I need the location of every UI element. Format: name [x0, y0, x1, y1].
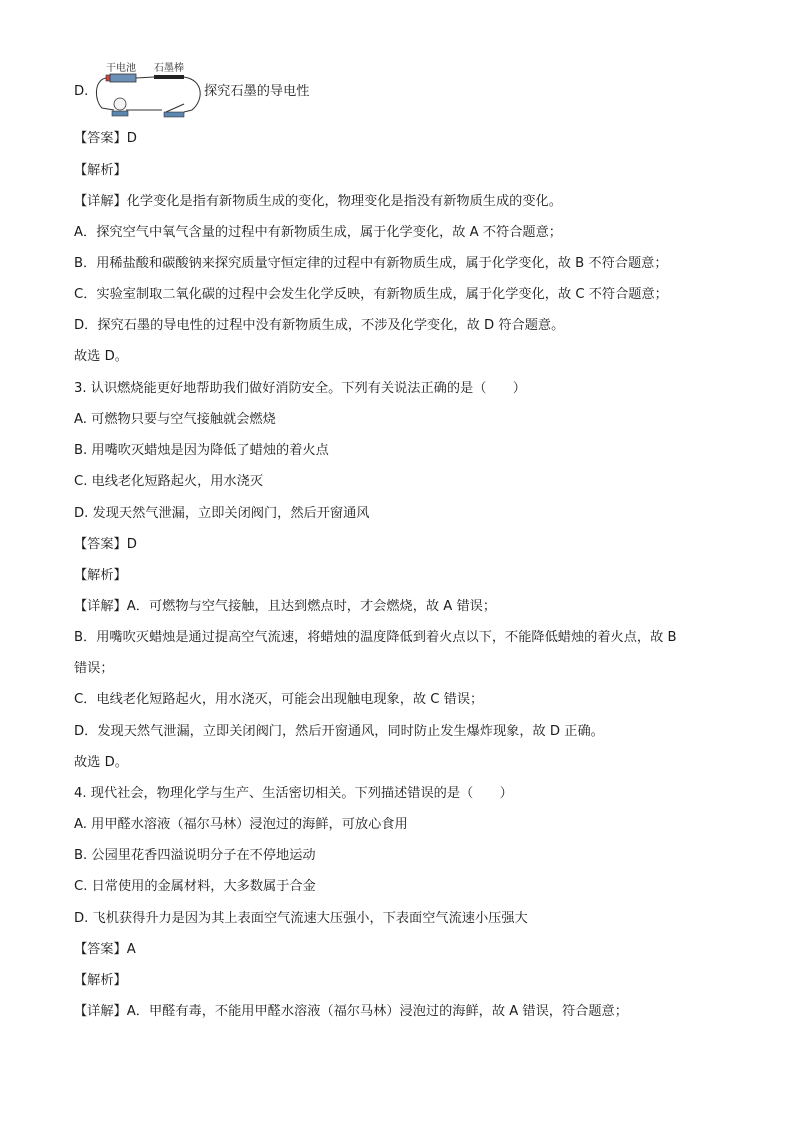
bulb-icon: [112, 98, 128, 116]
q3-option-a: A. 可燃物只要与空气接触就会燃烧: [74, 412, 276, 427]
q2-explain-a: A．探究空气中氧气含量的过程中有新物质生成，属于化学变化，故 A 不符合题意；: [74, 225, 562, 240]
q3-analysis: 【解析】: [74, 568, 127, 583]
q4-option-c: C. 日常使用的金属材料，大多数属于合金: [74, 879, 316, 894]
q4-stem: 4. 现代社会，物理化学与生产、生活密切相关。下列描述错误的是（ ）: [74, 786, 513, 801]
q3-explain-d: D．发现天然气泄漏，立即关闭阀门，然后开窗通风，同时防止发生爆炸现象，故 D 正确。: [74, 724, 604, 739]
q2-conclusion: 故选 D。: [74, 349, 128, 364]
switch-icon: [164, 104, 184, 117]
q3-explain-b-line2: 错误；: [74, 661, 114, 676]
q3-explain-c: C．电线老化短路起火，用水浇灭，可能会出现触电现象，故 C 错误；: [74, 692, 484, 707]
battery-icon: [110, 74, 136, 82]
q3-stem: 3. 认识燃烧能更好地帮助我们做好消防安全。下列有关说法正确的是（ ）: [74, 381, 526, 396]
q3-detail: 【详解】A．可燃物与空气接触，且达到燃点时，才会燃烧，故 A 错误；: [74, 599, 497, 614]
q4-option-d: D. 飞机获得升力是因为其上表面空气流速大压强小，下表面空气流速小压强大: [74, 911, 528, 926]
q4-answer: 【答案】A: [74, 942, 136, 957]
q2-option-d-text: 探究石墨的导电性: [204, 84, 310, 99]
q4-option-a: A. 用甲醛水溶液（福尔马林）浸泡过的海鲜，可放心食用: [74, 817, 408, 832]
q3-option-b: B. 用嘴吹灭蜡烛是因为降低了蜡烛的着火点: [74, 443, 329, 458]
q2-analysis: 【解析】: [74, 163, 127, 178]
q2-explain-d: D．探究石墨的导电性的过程中没有新物质生成，不涉及化学变化，故 D 符合题意。: [74, 318, 565, 333]
graphite-rod-icon: [154, 75, 184, 79]
q3-conclusion: 故选 D。: [74, 755, 128, 770]
q4-analysis: 【解析】: [74, 973, 127, 988]
graphite-label: 石墨棒: [154, 63, 184, 74]
q2-option-d-prefix: D.: [74, 84, 89, 99]
q4-option-b: B. 公园里花香四溢说明分子在不停地运动: [74, 848, 316, 863]
q3-option-c: C. 电线老化短路起火，用水浇灭: [74, 474, 264, 489]
q3-answer: 【答案】D: [74, 537, 137, 552]
q2-answer: 【答案】D: [74, 131, 137, 146]
circuit-figure: [92, 60, 204, 122]
q2-explain-c: C．实验室制取二氧化碳的过程中会发生化学反映，有新物质生成，属于化学变化，故 C 不符合题意；: [74, 287, 668, 302]
q2-explain-b: B．用稀盐酸和碳酸钠来探究质量守恒定律的过程中有新物质生成，属于化学变化，故 B 不符合题意；: [74, 256, 668, 271]
q3-option-d: D. 发现天然气泄漏，立即关闭阀门，然后开窗通风: [74, 506, 370, 521]
q3-explain-b-line1: B．用嘴吹灭蜡烛是通过提高空气流速，将蜡烛的温度降低到着火点以下，不能降低蜡烛的着火点，故 B: [74, 630, 677, 645]
battery-label: 干电池: [106, 63, 136, 74]
q4-detail: 【详解】A．甲醛有毒，不能用甲醛水溶液（福尔马林）浸泡过的海鲜，故 A 错误，符合题意；: [74, 1004, 628, 1019]
q2-detail: 【详解】化学变化是指有新物质生成的变化，物理变化是指没有新物质生成的变化。: [74, 194, 562, 209]
